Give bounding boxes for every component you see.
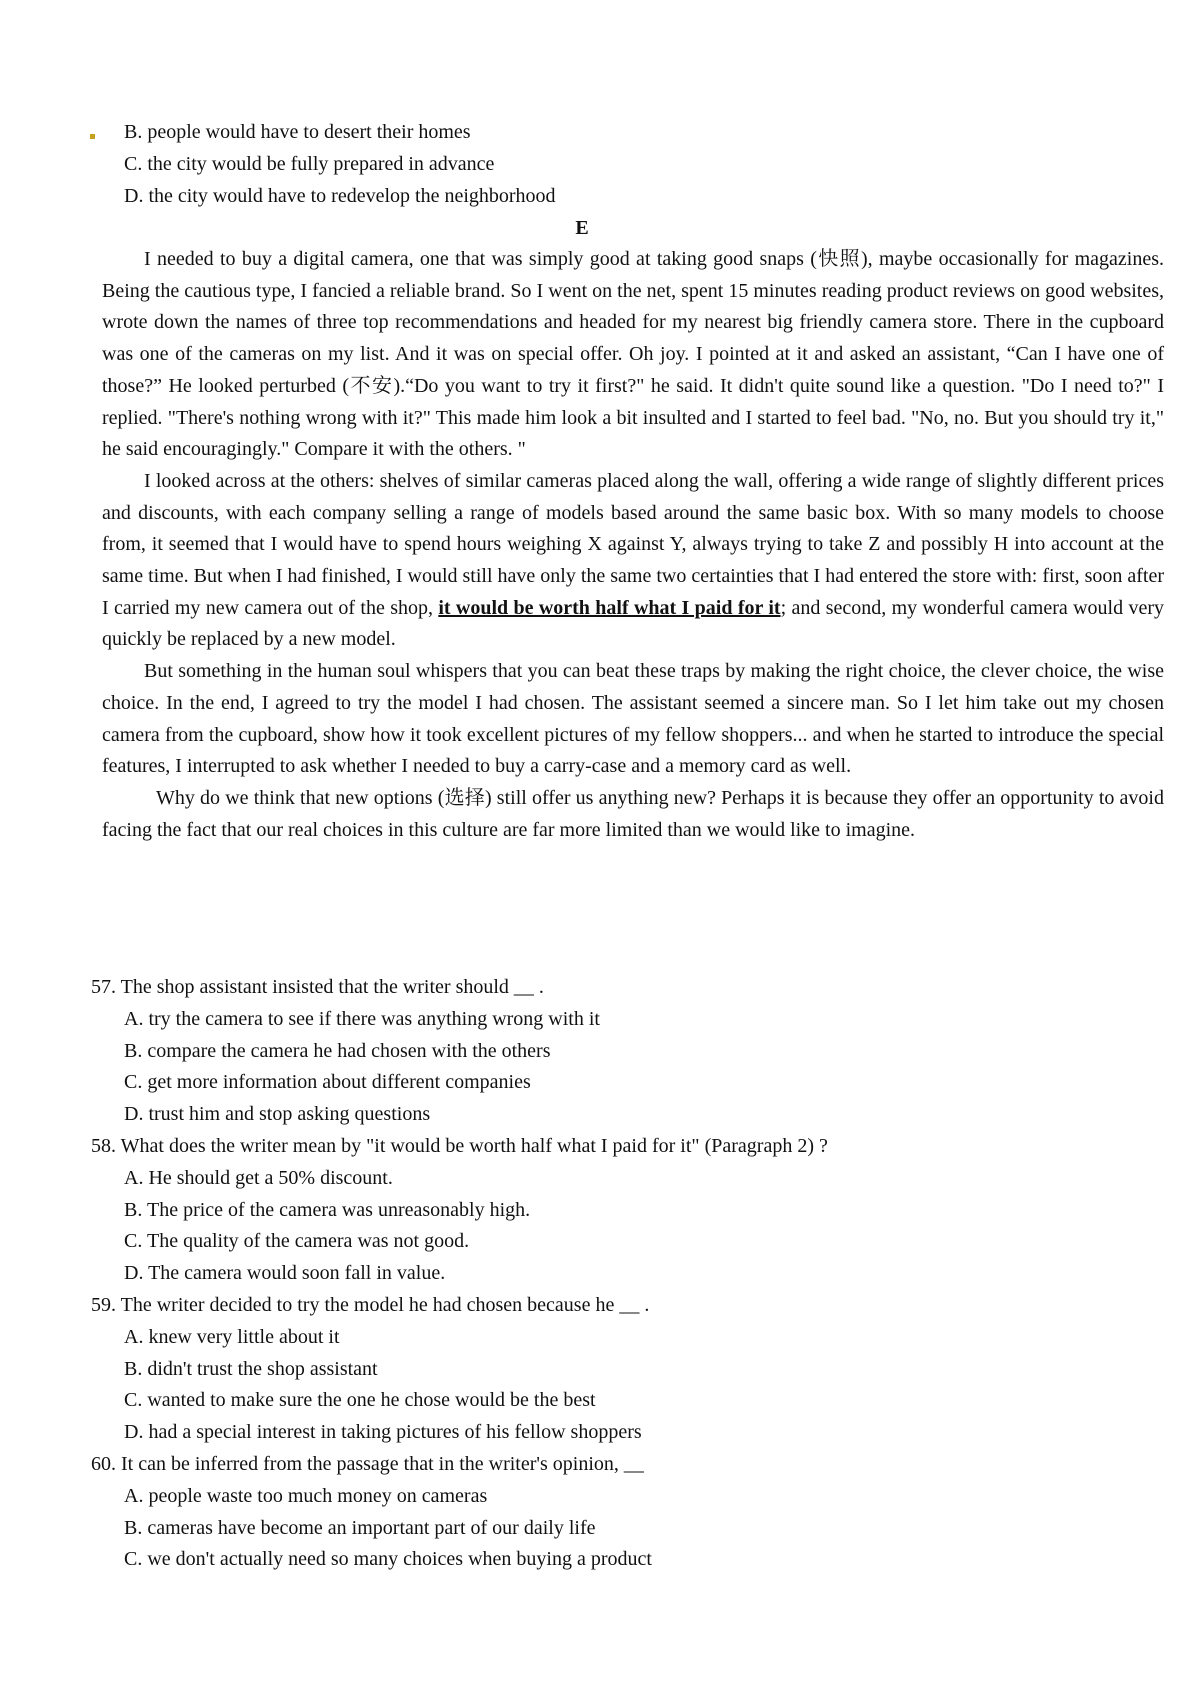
section-title: E (575, 217, 589, 239)
option-b: B. people would have to desert their homes (124, 121, 471, 143)
answer-option: C. The quality of the camera was not good. (124, 1230, 470, 1253)
answer-option: C. wanted to make sure the one he chose would be the best (124, 1389, 596, 1412)
paragraph-1: I needed to buy a digital camera, one that was simply good at taking good snaps (快照), maybe occasionally for magazines. Being the cautious type, I fancied a reliable brand. So I went on the net, spent 15 minutes reading product reviews on good websites, wrote down the names of three top recommendations and headed for my nearest big friendly camera store. There in the cupboard was one of the cameras on my list. And it was on special offer. Oh joy. I pointed at it and asked an assistant, “Can I have one of those?” He looked perturbed (不安).“Do you want to try it first?" he said. It didn't quite sound like a question. "Do I need to?" I replied. "There's nothing wrong with it?" This made him look a bit insulted and I started to feel bad. "No, no. But you should try it," he said encouragingly." Compare it with the others. " (102, 248, 1164, 461)
paragraph-2 (102, 466, 1164, 656)
previous-question-options (124, 116, 556, 212)
question-stem: 59. The writer decided to try the model he had chosen because he __ . (91, 1293, 650, 1316)
answer-option: B. cameras have become an important part of our daily life (124, 1516, 596, 1539)
paragraph-4: Why do we think that new options (选择) still offer us anything new? Perhaps it is because they offer an opportunity to avoid facing the fact that our real choices in this culture are far more limited than we would like to imagine. (102, 786, 1164, 841)
answer-option: A. people waste too much money on cameras (124, 1484, 488, 1507)
question-stem: 60. It can be inferred from the passage that in the writer's opinion, __ (91, 1452, 644, 1475)
question-60 (91, 1449, 1171, 1576)
question-list (91, 972, 1171, 1576)
option-d: D. the city would have to redevelop the neighborhood (124, 185, 556, 207)
question-58 (91, 1131, 1171, 1290)
answer-option: B. compare the camera he had chosen with the others (124, 1039, 551, 1062)
paragraph-2-end: ; and second, my wonderful camera would very quickly be replaced by a new model. (102, 596, 1164, 651)
answer-option: A. He should get a 50% discount. (124, 1166, 393, 1189)
answer-option: B. didn't trust the shop assistant (124, 1357, 378, 1380)
paragraph-3: But something in the human soul whispers that you can beat these traps by making the right choice, the clever choice, the wise choice. In the end, I agreed to try the model I had chosen. The assistant seemed a sincere man. So I let him take out my chosen camera from the cupboard, show how it took excellent pictures of my fellow shoppers... and when he started to introduce the special features, I interrupted to ask whether I needed to buy a carry-case and a memory card as well. (102, 660, 1164, 778)
question-59 (91, 1290, 1171, 1449)
answer-option: D. The camera would soon fall in value. (124, 1262, 446, 1285)
paragraph-2-text: I looked across at the others: shelves of similar cameras placed along the wall, offering a wide range of slightly different prices and discounts, with each company selling a range of models based around the same basic box. With so many models to choose from, it seemed that I would have to spend hours weighing X against Y, always trying to take Z and possibly H into account at the same time. But when I had finished, I would still have only the same two certainties that I had entered the store with: first, soon after I carried my new camera out of the shop, (102, 469, 1164, 619)
question-stem: 57. The shop assistant insisted that the writer should __ . (91, 976, 544, 998)
answer-option: D. trust him and stop asking questions (124, 1103, 431, 1126)
question-57 (91, 972, 1171, 1131)
reading-passage (102, 244, 1164, 846)
answer-option: C. we don't actually need so many choices when buying a product (124, 1548, 652, 1571)
question-stem: 58. What does the writer mean by "it would be worth half what I paid for it" (Paragraph 2) ? (91, 1134, 828, 1157)
marker-dot (90, 134, 95, 139)
underlined-phrase: it would be worth half what I paid for it (438, 596, 781, 619)
answer-option: D. had a special interest in taking pictures of his fellow shoppers (124, 1421, 642, 1444)
answer-option: C. get more information about different companies (124, 1071, 531, 1094)
answer-option: A. knew very little about it (124, 1325, 340, 1348)
answer-option: A. try the camera to see if there was anything wrong with it (124, 1007, 600, 1030)
answer-option: B. The price of the camera was unreasonably high. (124, 1198, 531, 1221)
option-c: C. the city would be fully prepared in advance (124, 153, 495, 175)
